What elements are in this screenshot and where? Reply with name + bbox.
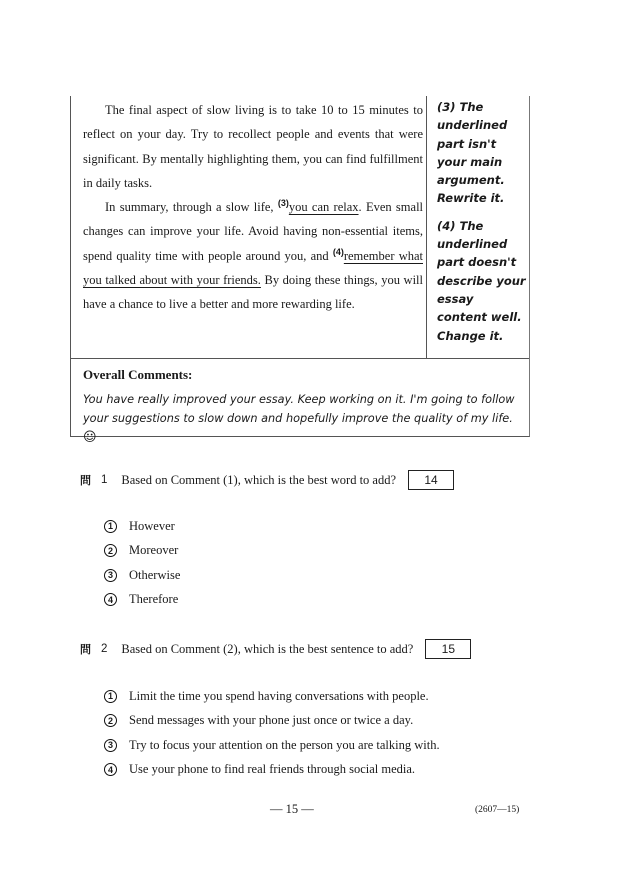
circled-number-icon: 1 — [104, 520, 117, 533]
question-2-options — [104, 684, 440, 782]
answer-box-15[interactable]: 15 — [425, 639, 471, 659]
option-text: Otherwise — [129, 567, 181, 582]
comment-4: (4) The underlined part doesn't describe your essay content well. Change it. — [437, 218, 526, 343]
side-comments — [437, 98, 527, 354]
option-2[interactable] — [104, 709, 440, 734]
marker-3: (3) — [277, 198, 289, 209]
option-4[interactable] — [104, 588, 180, 613]
question-label: 問 — [80, 643, 91, 656]
circled-number-icon: 2 — [104, 544, 117, 557]
essay-paragraph-2 — [83, 195, 423, 316]
option-3[interactable] — [104, 733, 440, 758]
question-prompt: Based on Comment (1), which is the best word to add? — [121, 472, 397, 487]
essay-text-span: By doing these things, you will have a chance to live a better and more rewarding life. — [83, 273, 423, 312]
overall-comments-title: Overall Comments: — [83, 367, 193, 382]
document-code: (2607—15) — [475, 805, 520, 815]
circled-number-icon: 3 — [104, 739, 117, 752]
overall-comments-body — [83, 390, 523, 447]
option-1[interactable] — [104, 514, 180, 539]
essay-box — [70, 96, 530, 359]
option-3[interactable] — [104, 563, 180, 588]
question-number: 1 — [101, 474, 108, 486]
circled-number-icon: 4 — [104, 593, 117, 606]
page-number: — 15 — — [270, 802, 314, 816]
option-text: However — [129, 518, 175, 533]
option-4[interactable] — [104, 758, 440, 783]
underlined-part-4: remember what you talked about with your friends. — [83, 248, 423, 288]
smiley-icon: ☺ — [83, 430, 97, 445]
option-2[interactable] — [104, 539, 180, 564]
question-number: 2 — [101, 643, 108, 655]
question-label: 問 — [80, 474, 91, 487]
option-text: Send messages with your phone just once or twice a day. — [129, 713, 414, 728]
option-text: Limit the time you spend having conversations with people. — [129, 688, 429, 703]
option-text: Moreover — [129, 543, 179, 558]
option-text: Use your phone to find real friends through social media. — [129, 762, 416, 777]
circled-number-icon: 3 — [104, 569, 117, 582]
answer-box-14[interactable]: 14 — [408, 470, 454, 490]
essay-text-span: . Even small changes can improve your life. Avoid having non-essential items, spend quality time with people around you, and — [83, 200, 424, 263]
overall-comments-box — [70, 358, 530, 445]
essay-paragraph-1: The final aspect of slow living is to take 10 to 15 minutes to reflect on your day. Try to recollect people and events that were significant. By mentally highlighting them, you can find fulfillment in daily tasks. — [83, 103, 423, 190]
question-2 — [80, 639, 471, 659]
essay-text — [83, 98, 423, 317]
circled-number-icon: 4 — [104, 763, 117, 776]
overall-comments-text: You have really improved your essay. Keep working on it. I'm going to follow your suggestions to slow down and hopefully improve the quality of my life. — [83, 393, 515, 425]
circled-number-icon: 1 — [104, 690, 117, 703]
question-1 — [80, 470, 454, 490]
essay-column — [71, 96, 427, 358]
option-text: Therefore — [129, 592, 179, 607]
circled-number-icon: 2 — [104, 714, 117, 727]
essay-text-span: In summary, through a slow life, — [105, 200, 278, 215]
option-text: Try to focus your attention on the person you are talking with. — [129, 737, 440, 752]
comment-3: (3) The underlined part isn't your main argument. Rewrite it. — [437, 100, 508, 206]
question-prompt: Based on Comment (2), which is the best sentence to add? — [121, 641, 414, 656]
marker-4: (4) — [332, 246, 344, 257]
underlined-part-3: you can relax — [288, 200, 359, 215]
question-1-options — [104, 514, 180, 612]
option-1[interactable] — [104, 684, 440, 709]
